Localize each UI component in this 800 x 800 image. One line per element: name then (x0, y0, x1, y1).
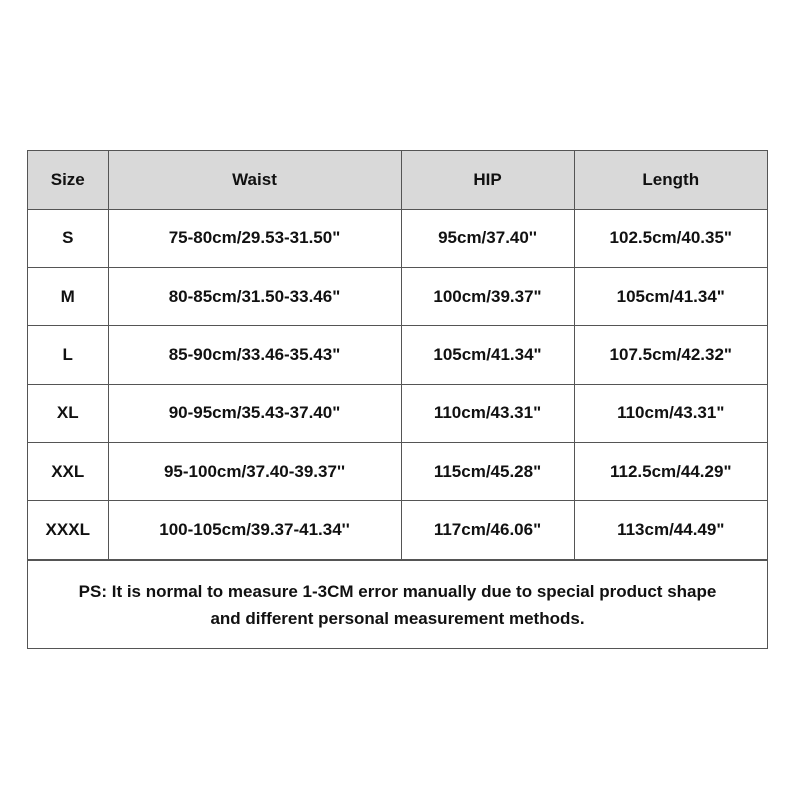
header-hip: HIP (401, 151, 574, 209)
note-line-1: PS: It is normal to measure 1-3CM error manually due to special product shape (78, 582, 717, 602)
note-line-2: and different personal measurement methods. (210, 609, 585, 629)
waist-cell: 85-90cm/33.46-35.43" (108, 326, 401, 384)
waist-cell: 75-80cm/29.53-31.50" (108, 209, 401, 267)
size-cell: XXL (28, 443, 108, 501)
waist-cell: 90-95cm/35.43-37.40" (108, 384, 401, 442)
size-table (28, 151, 767, 560)
size-cell: S (28, 209, 108, 267)
table-row (28, 384, 767, 442)
waist-cell: 95-100cm/37.40-39.37'' (108, 443, 401, 501)
table-row (28, 209, 767, 267)
header-row (28, 151, 767, 209)
table-row (28, 443, 767, 501)
hip-cell: 105cm/41.34" (401, 326, 574, 384)
hip-cell: 117cm/46.06" (401, 501, 574, 559)
header-length: Length (574, 151, 767, 209)
size-chart (27, 150, 768, 649)
hip-cell: 100cm/39.37" (401, 267, 574, 325)
size-cell: XL (28, 384, 108, 442)
length-cell: 113cm/44.49" (574, 501, 767, 559)
header-waist: Waist (108, 151, 401, 209)
length-cell: 105cm/41.34" (574, 267, 767, 325)
table-row (28, 501, 767, 559)
length-cell: 112.5cm/44.29" (574, 443, 767, 501)
length-cell: 102.5cm/40.35" (574, 209, 767, 267)
length-cell: 107.5cm/42.32" (574, 326, 767, 384)
length-cell: 110cm/43.31" (574, 384, 767, 442)
table-row (28, 326, 767, 384)
hip-cell: 110cm/43.31" (401, 384, 574, 442)
waist-cell: 80-85cm/31.50-33.46" (108, 267, 401, 325)
size-cell: M (28, 267, 108, 325)
size-cell: XXXL (28, 501, 108, 559)
hip-cell: 115cm/45.28" (401, 443, 574, 501)
measurement-note (28, 560, 767, 650)
header-size: Size (28, 151, 108, 209)
hip-cell: 95cm/37.40'' (401, 209, 574, 267)
table-row (28, 267, 767, 325)
waist-cell: 100-105cm/39.37-41.34'' (108, 501, 401, 559)
size-cell: L (28, 326, 108, 384)
